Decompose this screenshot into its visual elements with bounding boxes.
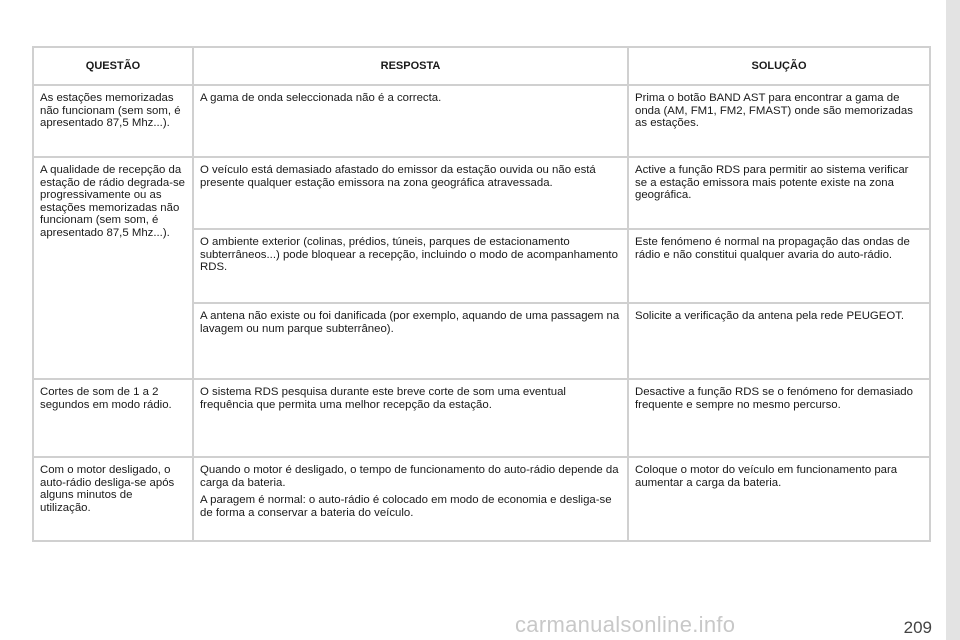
answer-text: O sistema RDS pesquisa durante este breve corte de som uma eventual frequência que permita uma melhor recepção da estação. xyxy=(200,386,566,411)
answer-cell xyxy=(193,157,628,229)
question-cell: Com o motor desligado, o auto-rádio desliga-se após alguns minutos de utilização. xyxy=(33,457,193,541)
header-answer: RESPOSTA xyxy=(193,47,628,85)
solution-cell: Solicite a verificação da antena pela rede PEUGEOT. xyxy=(628,303,930,379)
answer-cell xyxy=(193,85,628,157)
solution-cell: Coloque o motor do veículo em funcionamento para aumentar a carga da bateria. xyxy=(628,457,930,541)
solution-cell: Desactive a função RDS se o fenómeno for demasiado frequente e sempre no mesmo percurso. xyxy=(628,379,930,457)
answer-text: A gama de onda seleccionada não é a correcta. xyxy=(200,92,442,104)
watermark: carmanualsonline.info xyxy=(515,612,736,637)
header-question: QUESTÃO xyxy=(33,47,193,85)
answer-cell xyxy=(193,229,628,303)
solution-cell: Prima o botão BAND AST para encontrar a gama de onda (AM, FM1, FM2, FMAST) onde são memorizadas as estações. xyxy=(628,85,930,157)
header-solution: SOLUÇÃO xyxy=(628,47,930,85)
question-cell: As estações memorizadas não funcionam (sem som, é apresentado 87,5 Mhz...). xyxy=(33,85,193,157)
answer-cell xyxy=(193,303,628,379)
table-row xyxy=(33,85,930,157)
table-row xyxy=(33,457,930,541)
question-cell: A qualidade de recepção da estação de rádio degrada-se progressivamente ou as estações memorizadas não funcionam (sem som, é apresentado 87,5 Mhz...). xyxy=(33,157,193,379)
answer-text: A paragem é normal: o auto-rádio é colocado em modo de economia e desliga-se de forma a conservar a bateria do veículo. xyxy=(200,494,612,519)
faq-table xyxy=(32,46,931,542)
answer-cell xyxy=(193,457,628,541)
answer-cell xyxy=(193,379,628,457)
answer-text: A antena não existe ou foi danificada (por exemplo, aquando de uma passagem na lavagem ou num parque subterrâneo). xyxy=(200,310,620,335)
solution-cell: Active a função RDS para permitir ao sistema verificar se a estação emissora mais potente existe na zona geográfica. xyxy=(628,157,930,229)
question-cell: Cortes de som de 1 a 2 segundos em modo rádio. xyxy=(33,379,193,457)
table-row xyxy=(33,157,930,229)
answer-text: O ambiente exterior (colinas, prédios, túneis, parques de estacionamento subterrâneos...) pode bloquear a recepção, incluindo o modo de acompanhamento RDS. xyxy=(200,236,618,274)
solution-cell: Este fenómeno é normal na propagação das ondas de rádio e não constitui qualquer avaria do auto-rádio. xyxy=(628,229,930,303)
page-edge-bar xyxy=(946,0,960,640)
table-header-row xyxy=(33,47,930,85)
answer-text: Quando o motor é desligado, o tempo de funcionamento do auto-rádio depende da carga da bateria. xyxy=(200,464,619,489)
answer-text: O veículo está demasiado afastado do emissor da estação ouvida ou não está presente qualquer estação emissora na zona geográfica atravessada. xyxy=(200,164,596,189)
page-number: 209 xyxy=(903,618,932,637)
table-row xyxy=(33,379,930,457)
